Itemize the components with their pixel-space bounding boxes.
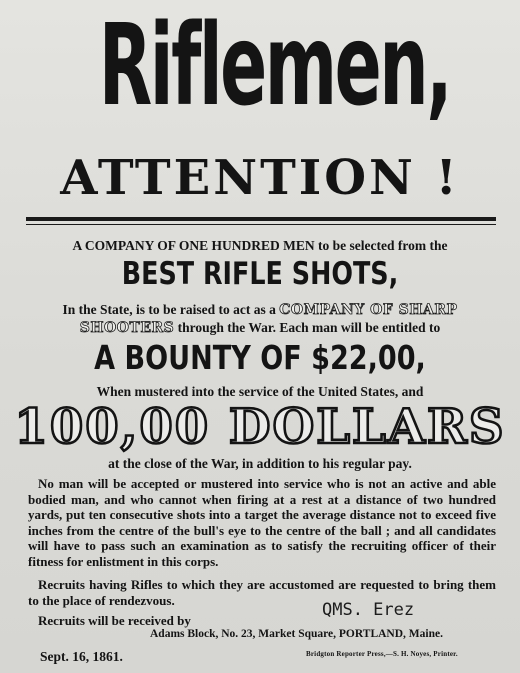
sharp-shooters-highlight-2: SHOOTERS xyxy=(79,320,175,336)
poster-date: Sept. 16, 1861. xyxy=(40,649,123,664)
poster-subtitle: ATTENTION ! xyxy=(60,150,460,206)
war-line-text: through the War. Each man will be entitled to xyxy=(177,320,441,335)
qms-stamp: QMS. Erez xyxy=(322,600,415,620)
rifles-paragraph: Recruits having Rifles to which they are accustomed are requested to bring them to the place of rendezvous. xyxy=(28,577,496,608)
requirements-paragraph: No man will be accepted or mustered into service who is not an active and able bodied man, and who cannot when firing at a rest at a distance of two hundred yards, put ten consecutive shots into a target the average distance not to exceed five inches from the centre of the bull's eye to the centre of the ball ; and all candidates will have to pass such an examination as to satisfy the recruiting officer of their fitness for enlistment in this corps. xyxy=(28,476,496,569)
divider-thick xyxy=(26,217,496,221)
poster-title: Riflemen, xyxy=(98,1,451,131)
dollars-heading: 100,00 DOLLARS xyxy=(14,399,506,455)
mustered-line: When mustered into the service of the United States, and xyxy=(96,384,424,399)
bounty-heading: A BOUNTY OF $22,00, xyxy=(94,338,426,377)
company-line: A COMPANY OF ONE HUNDRED MEN to be selected from the xyxy=(72,238,448,253)
sharp-shooters-highlight-1: COMPANY OF SHARP xyxy=(279,302,458,318)
address-line: Adams Block, No. 23, Market Square, PORTLAND, Maine. xyxy=(150,628,443,640)
state-line xyxy=(0,301,520,319)
best-rifle-shots-heading: BEST RIFLE SHOTS, xyxy=(121,256,399,292)
divider-thin xyxy=(26,224,496,225)
received-by-line: Recruits will be received by xyxy=(38,613,191,628)
state-line-text: In the State, is to be raised to act as a xyxy=(62,302,276,317)
close-of-war-line: at the close of the War, in addition to his regular pay. xyxy=(108,456,412,471)
printer-credit: Bridgton Reporter Press,—S. H. Noyes, Printer. xyxy=(306,650,458,658)
